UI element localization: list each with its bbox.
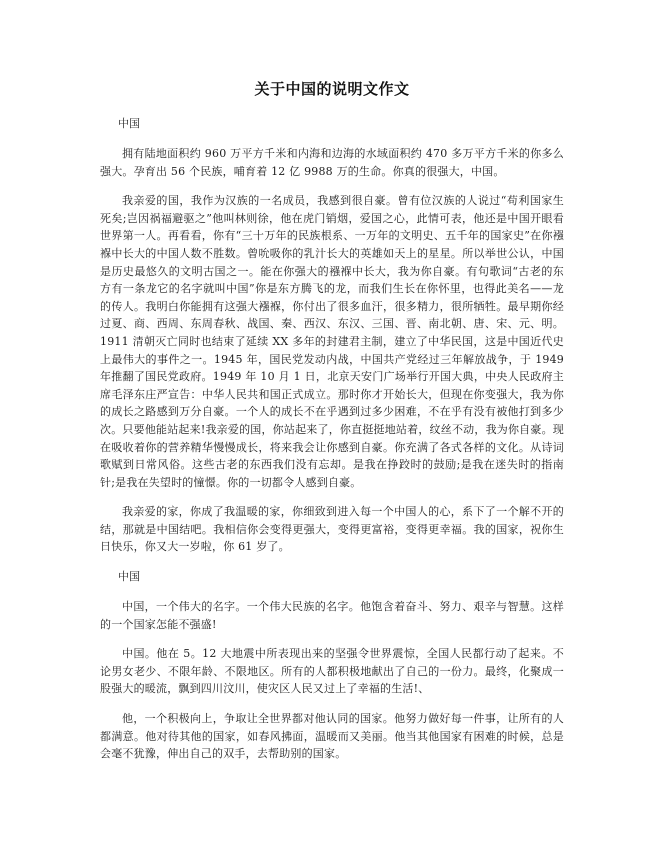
section-heading-2: 中国: [118, 570, 140, 584]
paragraph: 我亲爱的国，我作为汉族的一名成员，我感到很自豪。曾有位汉族的人说过“苟利国家生死矣;岂因祸福避驱之”他叫林则徐，他在虎门销烟，爱国之心，此情可表，他还是中国开眼看世界第一人。再看看，你有“三十万年的民族根系、一万年的文明史、五千年的国家史”在你襁褓中长大的中国人数不胜数。曾吮吸你的乳汁长大的英雄如天上的星星。所以举世公认，中国是历史最悠久的文明古国之一。能在你强大的襁褓中长大，我为你自豪。有句歌词“古老的东方有一条龙它的名字就叫中国”你是东方腾飞的龙，而我们生长在你怀里，也得此美名——龙的传人。我明白你能拥有这强大襁褓，你付出了很多血汗，很多精力，很所牺牲。最早期你经过夏、商、西周、东周春秋、战国、秦、西汉、东汉、三国、晋、南北朝、唐、宋、元、明。1911 清朝灭亡同时也结束了延续 XX 多年的封建君主制，建立了中华民国，这是中国近代史上最伟大的事件之一。1945 年，国民党发动内战，中国共产党经过三年解放战争，于 1949 年推翻了国民党政府。1949 年 10 月 1 日，北京天安门广场举行开国大典，中央人民政府主席毛泽东庄严宣告：中华人民共和国正式成立。那时你才开始长大，但现在你变强大，我为你的成长之路感到万分自豪。一个人的成长不在乎遇到过多少困难，不在乎有没有被他打到多少次。只要他能站起来!我亲爱的国，你站起来了，你直挺挺地站着，纹丝不动，我为你自豪。现在吸收着你的营养精华慢慢成长，将来我会让你感到自豪。你充满了各式各样的文化。从诗词歌赋到日常风俗。这些古老的东西我们没有忘却。是我在挣跤时的鼓励;是我在迷失时的指南针;是我在失望时的憧憬。你的一切都令人感到自豪。: [100, 194, 564, 489]
paragraph: 他，一个积极向上，争取让全世界都对他认同的国家。他努力做好每一件事，让所有的人都满意。他对待其他的国家，如春风拂面，温暖而又美丽。他当其他国家有困难的时候，总是会毫不犹豫，伸出自己的双手，去帮助别的国家。: [100, 712, 564, 761]
paragraph: 拥有陆地面积约 960 万平方千米和内海和边海的水域面积约 470 多万平方千米的你多么强大。孕育出 56 个民族，哺育着 12 亿 9988 万的生命。你真的很强大，中国。: [100, 147, 564, 178]
document-title: 关于中国的说明文作文: [254, 80, 410, 98]
paragraph: 我亲爱的家，你成了我温暖的家，你细致到进入每一个中国人的心，系下了一个解不开的结，那就是中国结吧。我相信你会变得更强大，变得更富裕，变得更幸福。我的国家，祝你生日快乐，你又大一岁啦，你 61 岁了。: [100, 505, 564, 554]
paragraph: 中国。他在 5。12 大地震中所表现出来的坚强令世界震惊，全国人民都行动了起来。不论男女老少、不限年龄、不限地区。所有的人都积极地献出了自己的一份力。最终，化聚成一股强大的暖流，飘到四川汶川，使灾区人民又过上了幸福的生活!、: [100, 647, 564, 696]
paragraph: 中国，一个伟大的名字。一个伟大民族的名字。他饱含着奋斗、努力、艰辛与智慧。这样的一个国家怎能不强盛!: [100, 600, 564, 631]
section-heading-1: 中国: [118, 117, 140, 130]
